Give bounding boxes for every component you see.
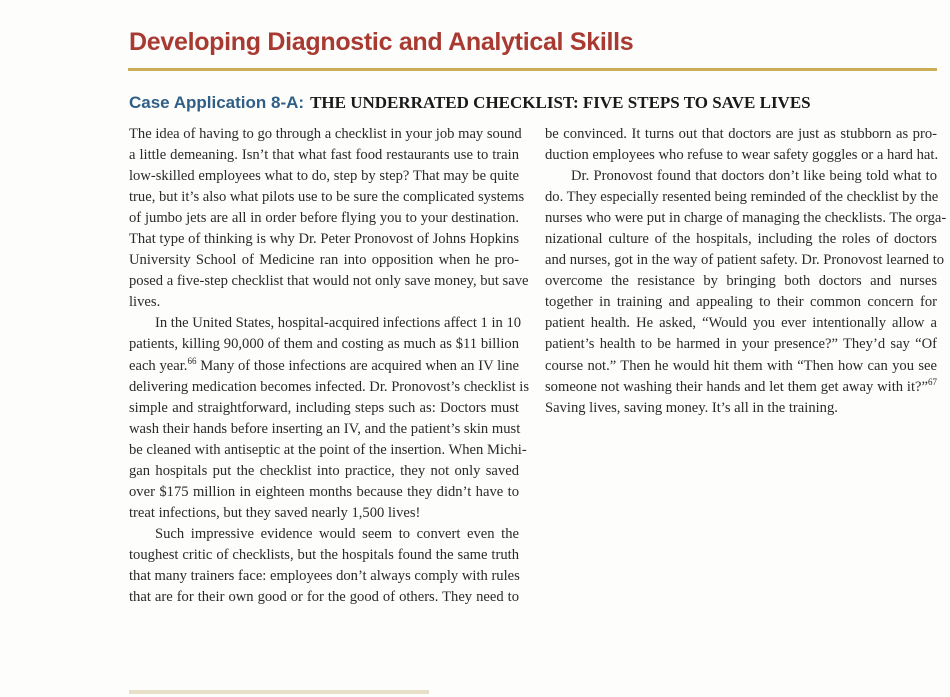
text-line: be cleaned with antiseptic at the point of the insertion. When Michi- [129,441,527,458]
footnote-ref: 66 [187,355,197,366]
text-line: that many trainers face: employees don’t always comply with rules [129,567,520,584]
text-line: do. They especially resented being reminded of the checklist by the [545,189,939,206]
footnote-ref: 67 [928,376,937,387]
text-line: wash their hands before inserting an IV, and the patient’s skin must [129,420,521,437]
bottom-rule [129,690,429,694]
text-segment: Many of those infections are acquired when an IV line [196,357,519,374]
text-line: Such impressive evidence would seem to convert even the [155,525,519,542]
left-column [129,124,530,608]
title-rule [128,68,937,71]
text-line [545,377,937,398]
text-line: duction employees who refuse to wear safety goggles or a hard hat. [545,147,939,164]
text-line: course not.” Then he would hit them with “Then how can you see [545,357,937,374]
case-heading [129,90,811,114]
text-line: over $175 million in eighteen months because they didn’t have to [129,483,519,500]
text-line: University School of Medicine ran into opposition when he pro- [129,252,519,269]
section-title: Developing Diagnostic and Analytical Skills [129,28,634,56]
text-line: posed a five-step checklist that would not only save money, but save [129,273,529,290]
text-line: lives. [129,294,161,311]
text-line: together in training and appealing to their common concern for [545,294,937,311]
text-line: toughest critic of checklists, but the hospitals found the same truth [129,546,519,563]
text-line: of jumbo jets are all in order before flying you to your destination. [129,210,519,227]
paragraph [545,166,947,419]
text-segment: each year. [129,357,188,374]
case-title: THE UNDERRATED CHECKLIST: FIVE STEPS TO SAVE LIVES [310,93,811,112]
text-line: low-skilled employees what to do, step by step? That may be quite [129,168,519,185]
text-line: patient health. He asked, “Would you ever intentionally allow a [545,315,937,332]
text-line: overcome the resistance by bringing both doctors and nurses [545,273,937,290]
case-label: Case Application 8-A: [129,93,305,112]
text-line: that are for their own good or for the good of others. They need to [129,589,519,606]
paragraph [129,124,529,313]
text-line: treat infections, but they saved nearly 1,500 lives! [129,504,421,521]
text-line: That type of thinking is why Dr. Peter Pronovost of Johns Hopkins [129,231,519,248]
text-line: true, but it’s also what pilots use to be sure the complicated systems [129,189,525,206]
text-line: simple and straightforward, including steps such as: Doctors must [129,399,519,416]
right-column [545,124,947,419]
text-line: nurses who were put in charge of managing the checklists. The orga- [545,210,947,227]
text-segment: someone not washing their hands and let them get away with it?” [545,378,928,395]
paragraph [129,313,530,523]
text-line: be convinced. It turns out that doctors are just as stubborn as pro- [545,126,937,142]
text-line: delivering medication becomes infected. Dr. Pronovost’s checklist is [129,378,530,395]
text-line: Dr. Pronovost found that doctors don’t like being told what to [571,168,937,185]
text-line: patient’s health to be harmed in your presence?” They’d say “Of [545,336,937,353]
text-line: nizational culture of the hospitals, including the roles of doctors [545,231,937,248]
text-line: In the United States, hospital-acquired infections affect 1 in 10 [155,315,522,332]
text-line: The idea of having to go through a checklist in your job may sound [129,126,522,142]
text-line: Saving lives, saving money. It’s all in the training. [545,399,838,416]
text-line: patients, killing 90,000 of them and costing as much as $11 billion [129,336,519,353]
paragraph [129,524,519,608]
text-line: gan hospitals put the checklist into practice, they not only saved [129,462,519,479]
text-line: and nurses, got in the way of patient safety. Dr. Pronovost learned to [545,252,945,269]
text-line [129,356,519,377]
text-line: a little demeaning. Isn’t that what fast food restaurants use to train [129,147,519,164]
paragraph [545,124,937,166]
